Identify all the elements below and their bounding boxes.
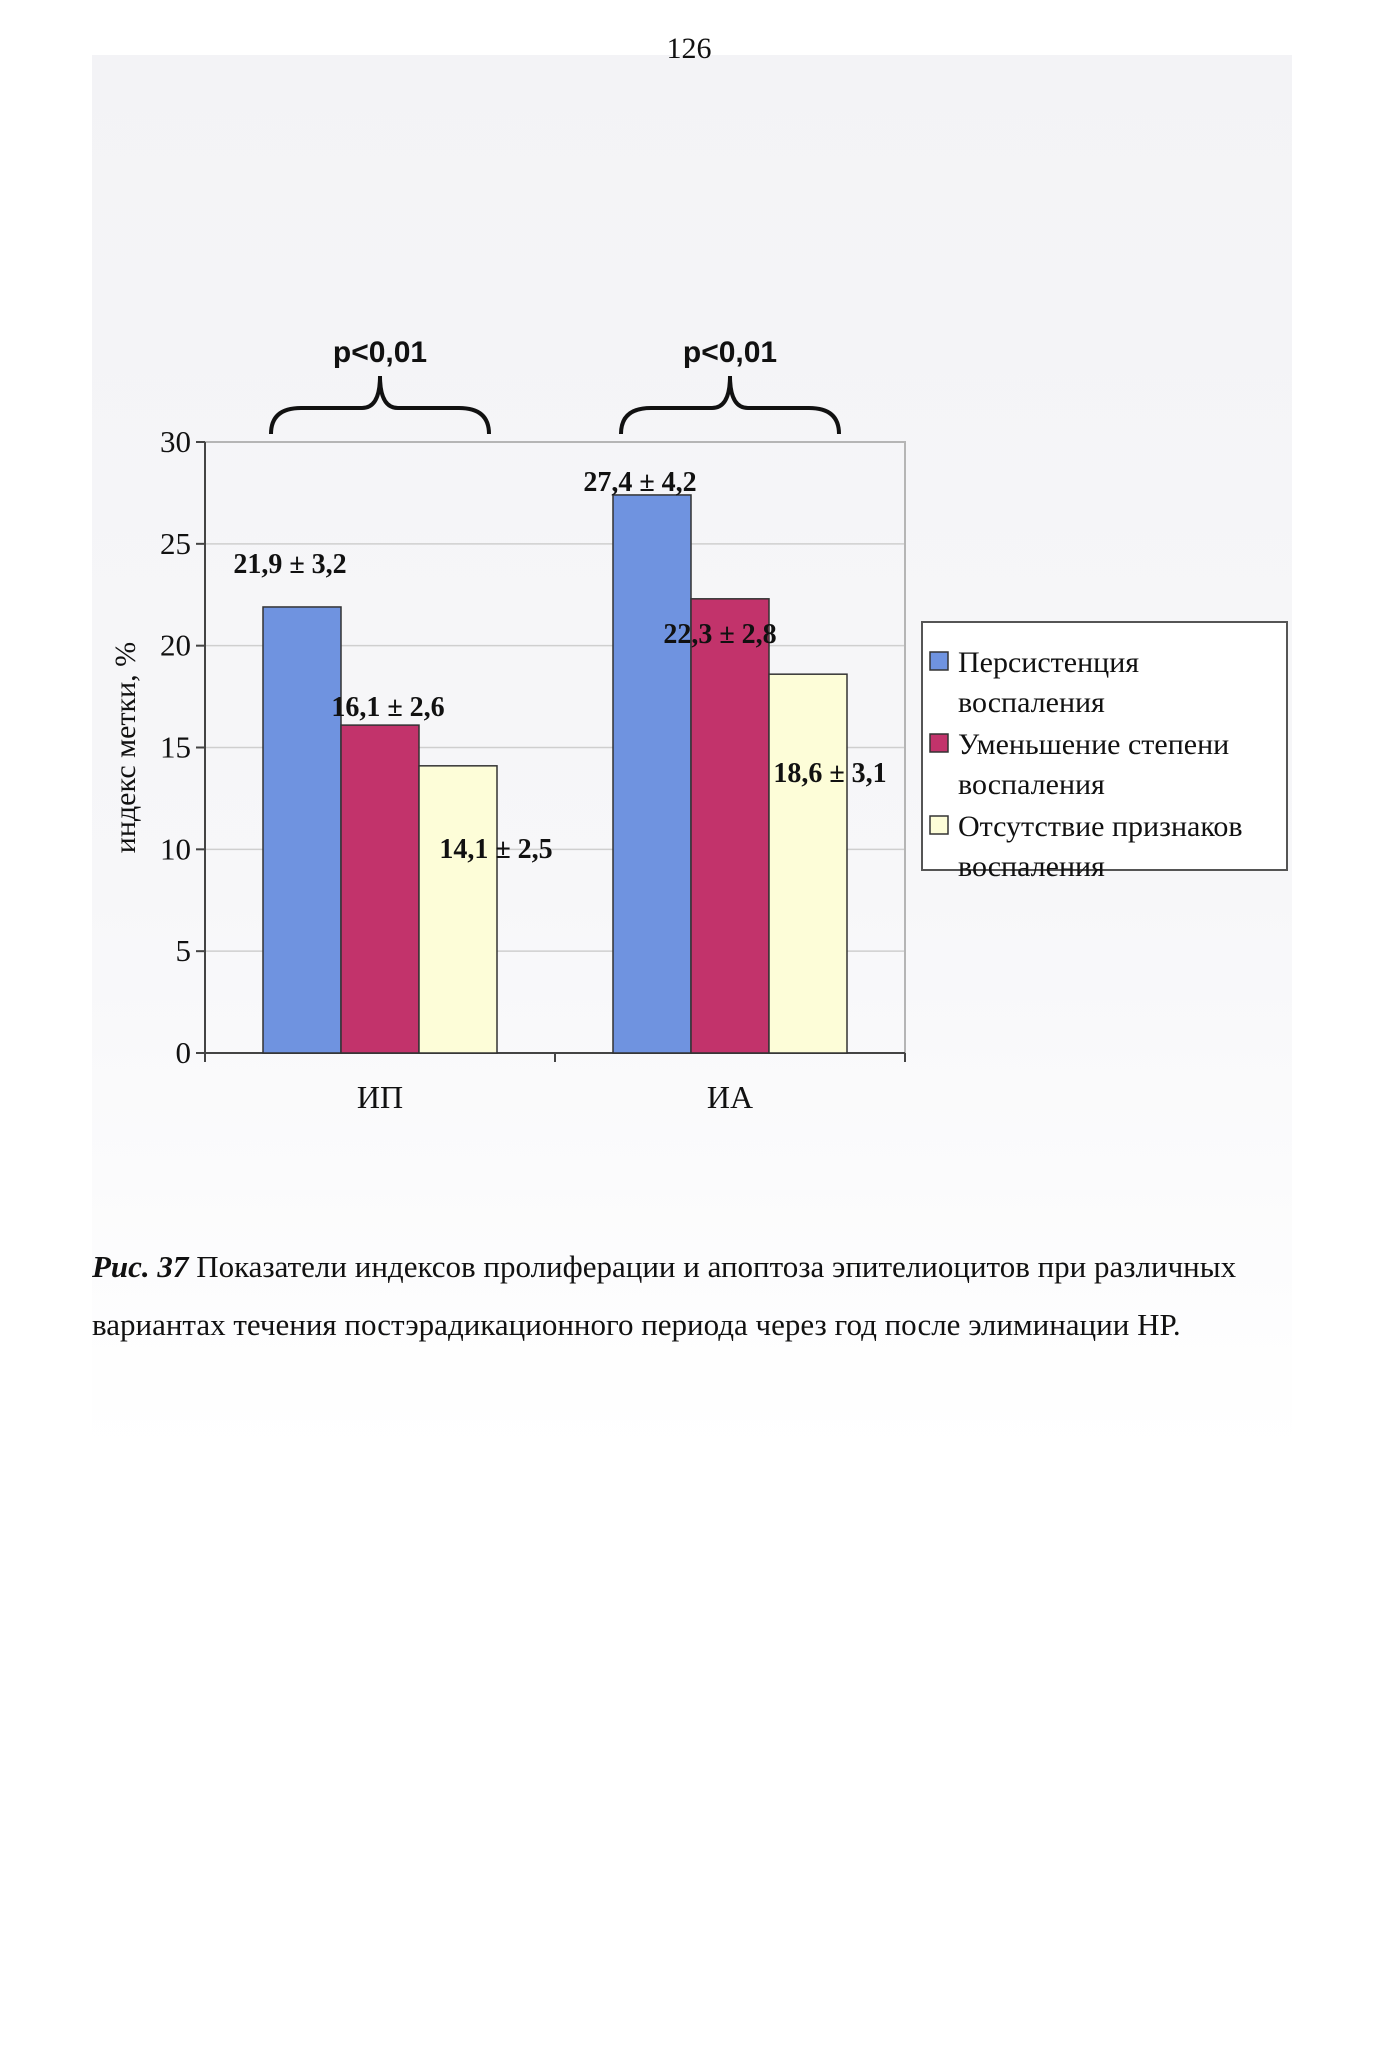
significance-brace	[621, 376, 839, 434]
figure-number: Рис. 37	[92, 1249, 189, 1284]
data-label: 22,3 ± 2,8	[663, 618, 777, 650]
data-label: 27,4 ± 4,2	[583, 466, 697, 498]
figure-caption	[92, 1238, 1287, 1354]
x-tick-label: ИП	[356, 1079, 404, 1115]
legend-label: воспаления	[958, 768, 1105, 801]
bar	[263, 607, 341, 1053]
legend-swatch	[930, 816, 948, 834]
y-axis-label: индекс метки, %	[109, 641, 142, 854]
bar	[691, 599, 769, 1053]
legend-label: воспаления	[958, 686, 1105, 719]
y-tick-label: 5	[175, 933, 191, 969]
y-tick-label: 30	[160, 424, 191, 459]
legend-swatch	[930, 734, 948, 752]
y-tick-label: 15	[160, 729, 191, 765]
data-label: 16,1 ± 2,6	[331, 692, 445, 724]
y-tick-label: 10	[160, 831, 191, 867]
legend-label: Отсутствие признаков	[958, 810, 1243, 843]
data-label: 18,6 ± 3,1	[773, 758, 887, 790]
legend-label: воспаления	[958, 850, 1105, 883]
significance-brace	[271, 376, 489, 434]
data-label: 14,1 ± 2,5	[439, 833, 553, 865]
y-tick-label: 25	[160, 525, 191, 561]
x-tick-label: ИА	[706, 1079, 754, 1115]
bar	[419, 766, 497, 1053]
bar	[613, 495, 691, 1053]
data-label: 21,9 ± 3,2	[233, 548, 347, 580]
page-number: 126	[666, 32, 712, 65]
caption-text: Показатели индексов пролиферации и апоптоза эпителиоцитов при различных вариантах течения постэрадикационного периода через год после элиминации НР.	[92, 1249, 1237, 1342]
legend-label: Персистенция	[958, 646, 1140, 679]
legend-swatch	[930, 652, 948, 670]
bar	[341, 725, 419, 1053]
y-tick-label: 0	[175, 1035, 191, 1070]
legend-label: Уменьшение степени	[958, 728, 1230, 761]
bar	[769, 674, 847, 1053]
y-tick-label: 20	[160, 627, 191, 663]
significance-label: p<0,01	[332, 336, 428, 369]
significance-label: p<0,01	[682, 336, 778, 369]
